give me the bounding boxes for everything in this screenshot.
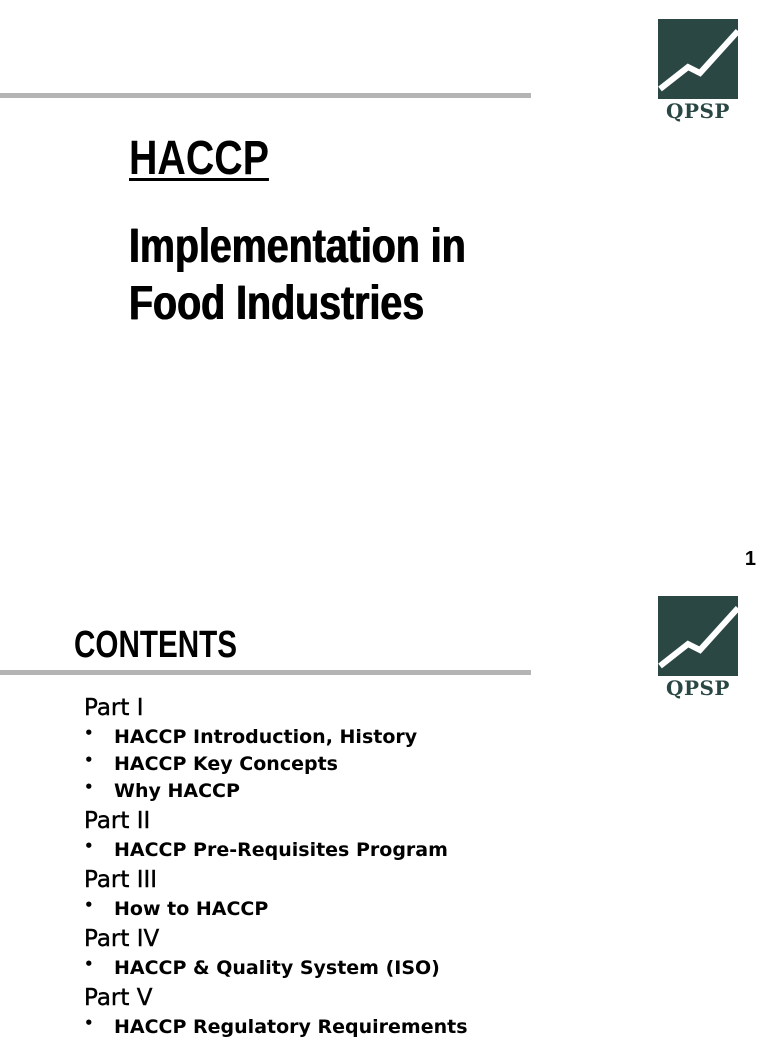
part-heading: Part III — [84, 867, 158, 893]
part-item-list — [84, 1014, 604, 1041]
part-item-list — [84, 896, 604, 923]
page-number: 1 — [744, 548, 756, 570]
bullet-icon: • — [84, 751, 94, 769]
divider-rule — [0, 93, 531, 98]
logo-text: QPSP — [666, 99, 730, 123]
list-item-label: HACCP Regulatory Requirements — [114, 1016, 468, 1038]
list-item-label: HACCP Introduction, History — [114, 726, 418, 748]
qpsp-logo — [658, 19, 738, 121]
slide-2 — [0, 576, 768, 1038]
list-item-label: HACCP Pre-Requisites Program — [114, 839, 448, 861]
list-item — [84, 896, 604, 923]
divider-rule — [0, 670, 531, 675]
bullet-icon: • — [84, 955, 94, 973]
qpsp-logo — [658, 596, 738, 698]
list-item-label: HACCP & Quality System (ISO) — [114, 957, 440, 979]
list-item — [84, 1014, 604, 1041]
table-of-contents — [84, 692, 604, 1041]
list-item — [84, 837, 604, 864]
logo-text: QPSP — [666, 676, 730, 700]
part-item-list — [84, 837, 604, 864]
rising-chart-logo-icon — [658, 19, 738, 99]
part-item-list — [84, 955, 604, 982]
rising-chart-logo-icon — [658, 596, 738, 676]
list-item — [84, 751, 604, 778]
slide-title: HACCP — [129, 132, 269, 185]
list-item — [84, 724, 604, 751]
bullet-icon: • — [84, 724, 94, 742]
list-item-label: HACCP Key Concepts — [114, 753, 338, 775]
slide-subtitle: Implementation in Food Industries — [129, 220, 466, 330]
part-heading: Part IV — [84, 926, 160, 952]
list-item-label: Why HACCP — [114, 780, 240, 802]
bullet-icon: • — [84, 896, 94, 914]
list-item — [84, 955, 604, 982]
contents-heading: CONTENTS — [74, 624, 238, 666]
part-item-list — [84, 724, 604, 805]
part-heading: Part V — [84, 985, 153, 1011]
list-item — [84, 778, 604, 805]
bullet-icon: • — [84, 837, 94, 855]
part-heading: Part II — [84, 808, 151, 834]
part-heading: Part I — [84, 695, 144, 721]
list-item-label: How to HACCP — [114, 898, 269, 920]
bullet-icon: • — [84, 778, 94, 796]
bullet-icon: • — [84, 1014, 94, 1032]
